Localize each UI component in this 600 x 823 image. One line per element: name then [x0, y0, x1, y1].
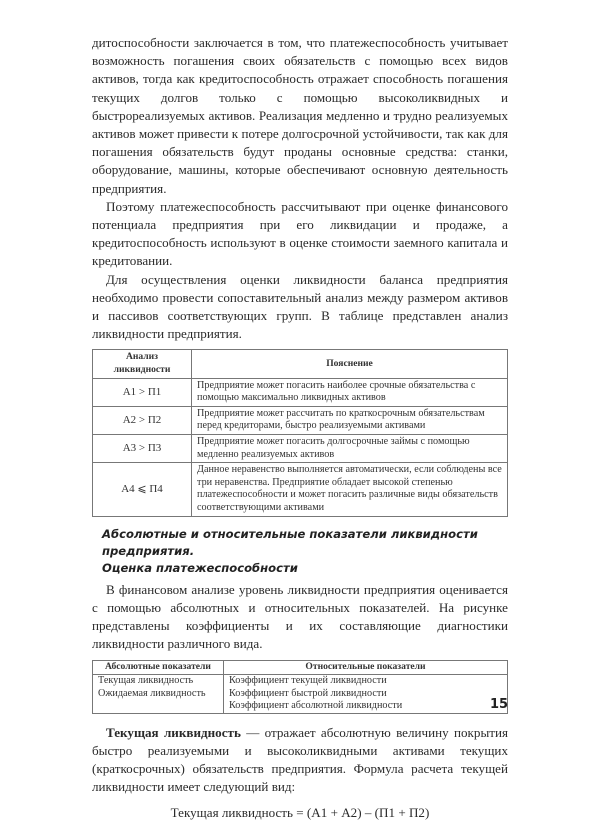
- table-row: [93, 675, 508, 713]
- explanation-cell: Предприятие может погасить наиболее срочные обязательства с помощью максимально ликвидных активов: [192, 378, 508, 406]
- table-header: Относительные показатели: [224, 661, 508, 675]
- indicators-table: [92, 660, 508, 713]
- definition-text: — отражает абсолютную величину покрытия быстро реализуемыми и высоколиквидными активами текущих (краткосрочных) обязательств предприятия. Формула расчета текущей ликвидности имеет следующий вид:: [92, 724, 509, 795]
- section-heading: [102, 526, 508, 577]
- table-row: [93, 463, 508, 516]
- formula: Текущая ликвидность = (А1 + А2) – (П1 + П2): [170, 805, 430, 821]
- explanation-cell: Предприятие может погасить долгосрочные займы с помощью медленно реализуемых активов: [192, 435, 508, 463]
- table-header-row: [93, 350, 508, 378]
- page-number: 15: [490, 697, 509, 712]
- condition-cell: А2 > П2: [93, 406, 192, 434]
- table-header: Анализ ликвидности: [93, 350, 192, 378]
- paragraph-1: дитоспособности заключается в том, что платежеспособность учитывает возможность погашения своих обязательств с помощью всех видов активов, тогда как кредитоспособность отражает способность погашения текущих долгов только с помощью высоколиквидных и быстрореализуемых активов. Реализация медленно и трудно реализуемых активов может привести к потере долгосрочной устойчивости, так как для погашения обязательств будут проданы основные средства: станки, оборудование, машины, которые обеспечивают основную деятельность предприятия.: [92, 35, 508, 196]
- defined-term: Текущая ликвидность: [106, 724, 241, 740]
- table-header-row: [93, 661, 508, 675]
- explanation-cell: Данное неравенство выполняется автоматически, если соблюдены все три неравенства. Предприятие обладает высокой степенью платежеспособности и может погасить различные виды обязательств соответствующими активами: [192, 463, 508, 516]
- paragraph-4: В финансовом анализе уровень ликвидности предприятия оценивается с помощью абсолютных и относительных показателей. На рисунке представлены коэффициенты и их составляющие диагностики ликвидности различного вида.: [92, 581, 508, 652]
- absolute-indicator: Текущая ликвидность: [98, 675, 194, 687]
- relative-indicator: Коэффициент быстрой ликвидности: [229, 687, 387, 699]
- page-body: [92, 34, 508, 823]
- relative-indicator: Коэффициент абсолютной ликвидности: [229, 700, 403, 712]
- condition-cell: А1 > П1: [93, 378, 192, 406]
- liquidity-analysis-table: [92, 349, 508, 516]
- section-heading-line-1: Абсолютные и относительные показатели ликвидности предприятия.: [102, 526, 478, 558]
- explanation-cell: Предприятие может рассчитать по краткосрочным обязательствам перед кредиторами, быстро реализуемыми активами: [192, 406, 508, 434]
- table-row: [93, 435, 508, 463]
- paragraph-3: Для осуществления оценки ликвидности баланса предприятия необходимо провести сопоставительный анализ между размером активов и пассивов соответствующих групп. В таблице представлен анализ ликвидности предприятия.: [92, 271, 508, 342]
- section-heading-line-2: Оценка платежеспособности: [102, 560, 298, 575]
- condition-cell: А3 > П3: [93, 435, 192, 463]
- paragraph-5: [92, 724, 508, 797]
- condition-cell: А4 ⩽ П4: [93, 463, 192, 516]
- absolute-indicators-cell: [93, 675, 224, 713]
- table-header: Абсолютные показатели: [93, 661, 224, 675]
- relative-indicators-cell: [224, 675, 508, 713]
- paragraph-2: Поэтому платежеспособность рассчитывают при оценке финансового потенциала предприятия при его ликвидации и продаже, а кредитоспособность используют в оценке стоимости заемного капитала и кредитовании.: [92, 198, 508, 269]
- relative-indicator: Коэффициент текущей ликвидности: [229, 675, 387, 687]
- table-row: [93, 406, 508, 434]
- absolute-indicator: Ожидаемая ликвидность: [98, 687, 206, 699]
- table-row: [93, 378, 508, 406]
- table-header: Пояснение: [192, 350, 508, 378]
